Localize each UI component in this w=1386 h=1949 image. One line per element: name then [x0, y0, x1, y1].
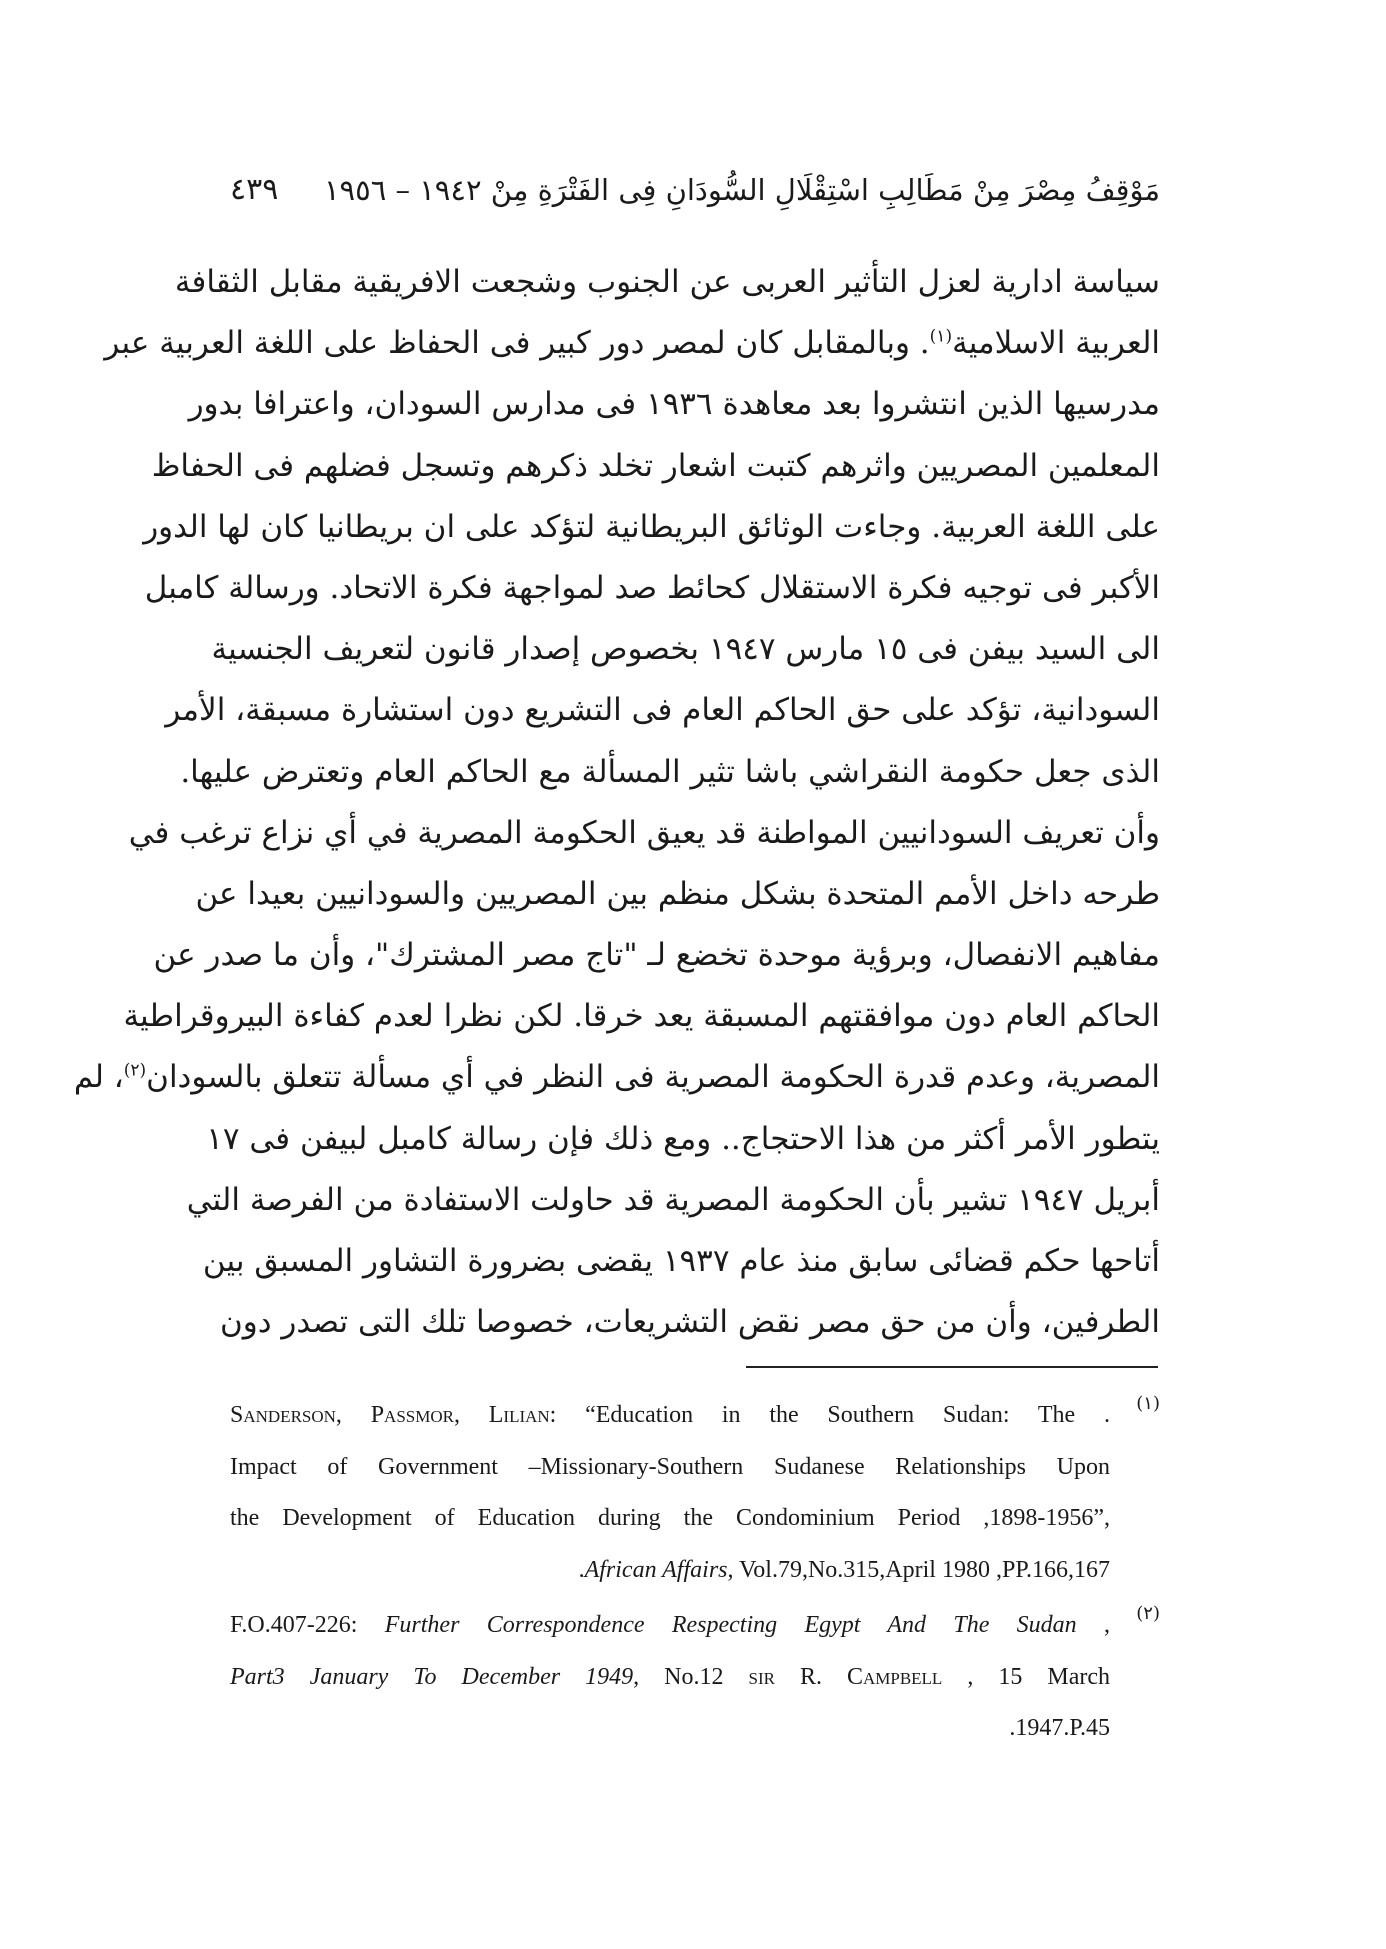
footnote-reference-1[interactable]: (١) [929, 326, 953, 347]
footnote-text: : “Education in the Southern Sudan: The . [549, 1402, 1110, 1428]
footnote-text: , Vol.79,No.315,April 1980 ,PP.166,167 [727, 1556, 1110, 1583]
body-line: السودانية، تؤكد على حق الحاكم العام فى التشريع دون استشارة مسبقة، الأمر [165, 692, 1160, 729]
footnotes [230, 1390, 1160, 1759]
author-names: Sanderson, Passmor, Lilian [230, 1402, 550, 1428]
footnote-line [230, 1600, 1110, 1652]
body-line [104, 313, 1160, 374]
footnote-reference-2[interactable]: (٢) [123, 1061, 147, 1082]
footnote-marker: (٢) [1136, 1603, 1160, 1624]
body-line-text: ، لم [73, 1059, 124, 1096]
body-text [73, 252, 1160, 1353]
document-title: Further Correspondence Respecting Egypt And The Sudan [384, 1612, 1077, 1638]
body-line-text: العربية الاسلامية [952, 325, 1160, 362]
body-line: أتاحها حكم قضائى سابق منذ عام ١٩٣٧ يقضى بضرورة التشاور المسبق بين [202, 1243, 1160, 1279]
body-line: يتطور الأمر أكثر من هذا الاحتجاج.. ومع ذلك فإن رسالة كامبل لبيفن فى ١٧ [206, 1120, 1160, 1157]
footnote-lines [230, 1390, 1110, 1596]
footnote-text: , 15 March [942, 1663, 1110, 1690]
body-line: طرحه داخل الأمم المتحدة بشكل منظم بين المصريين والسودانيين بعيدا عن [195, 875, 1160, 912]
footnote-text: , [1076, 1612, 1111, 1638]
body-line: الطرفين، وأن من حق مصر نقض التشريعات، خصوصا تلك التى تصدر دون [220, 1304, 1160, 1341]
footnote-line [230, 1545, 1110, 1597]
body-line: الأكبر فى توجيه فكرة الاستقلال كحائط صد لمواجهة فكرة الاتحاد. ورسالة كامبل [144, 569, 1160, 606]
author-name: sir R. Campbell [748, 1663, 943, 1690]
footnote-line: .1947.P.45 [1009, 1715, 1110, 1741]
body-line: على اللغة العربية. وجاءت الوثائق البريطانية لتؤكد على ان بريطانيا كان لها الدور [143, 508, 1160, 545]
footnote-2 [230, 1600, 1160, 1755]
body-line: مفاهيم الانفصال، وبرؤية موحدة تخضع لـ "تاج مصر المشترك"، وأن ما صدر عن [153, 937, 1160, 974]
body-line [73, 1047, 1160, 1108]
page-number: ٤٣٩ [230, 172, 279, 207]
footnote-lines [230, 1600, 1110, 1755]
footnote-text: F.O.407-226: [230, 1612, 385, 1638]
footnote-line: the Development of Education during the Condominium Period ,1898-1956”, [230, 1505, 1110, 1531]
body-line: الى السيد بيفن فى ١٥ مارس ١٩٤٧ بخصوص إصدار قانون لتعريف الجنسية [211, 631, 1160, 668]
footnote-1 [230, 1390, 1160, 1596]
body-line-text: المصرية، وعدم قدرة الحكومة المصرية فى النظر في أي مسألة تتعلق بالسودان [146, 1059, 1160, 1096]
footnote-separator [746, 1366, 1158, 1368]
footnote-marker: (١) [1136, 1393, 1160, 1414]
body-line: المعلمين المصريين واثرهم كتبت اشعار تخلد ذكرهم وتسجل فضلهم فى الحفاظ [151, 447, 1160, 484]
footnote-text: , No.12 [633, 1663, 749, 1690]
body-line-text: . وبالمقابل كان لمصر دور كبير فى الحفاظ على اللغة العربية عبر [104, 325, 930, 362]
footnote-line [230, 1390, 1110, 1442]
body-line: أبريل ١٩٤٧ تشير بأن الحكومة المصرية قد حاولت الاستفادة من الفرصة التي [186, 1181, 1160, 1218]
body-line: وأن تعريف السودانيين المواطنة قد يعيق الحكومة المصرية في أي نزاع ترغب في [128, 814, 1160, 851]
running-header [230, 166, 1160, 212]
body-line: سياسة ادارية لعزل التأثير العربى عن الجنوب وشجعت الافريقية مقابل الثقافة [174, 264, 1160, 300]
body-line: الذى جعل حكومة النقراشي باشا تثير المسألة مع الحاكم العام وتعترض عليها. [180, 753, 1160, 790]
body-line: الحاكم العام دون موافقتهم المسبقة يعد خرقا. لكن نظرا لعدم كفاءة البيروقراطية [123, 998, 1160, 1035]
footnote-text: . [578, 1556, 585, 1583]
footnote-line [230, 1652, 1110, 1704]
footnote-line: Impact of Government –Missionary-Southern Sudanese Relationships Upon [230, 1453, 1110, 1480]
header-title: مَوْقِفُ مِصْرَ مِنْ مَطَالِبِ اسْتِقْلَالِ السُّودَانِ فِى الفَتْرَةِ مِنْ ١٩٤٢ – ١٩٥٦ [323, 173, 1160, 207]
document-part: Part3 January To December 1949 [230, 1663, 634, 1690]
journal-title: African Affairs [584, 1556, 728, 1583]
body-line: مدرسيها الذين انتشروا بعد معاهدة ١٩٣٦ فى مدارس السودان، واعترافا بدور [188, 386, 1160, 423]
